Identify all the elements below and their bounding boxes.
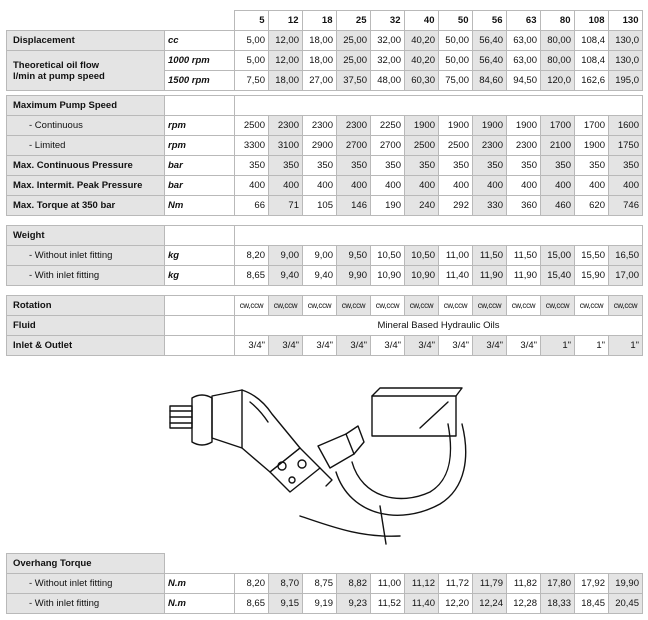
table-cell: cw,ccw	[337, 296, 371, 316]
table-row	[7, 176, 643, 196]
table-cell: 40,20	[405, 31, 439, 51]
table-cell: 3100	[269, 136, 303, 156]
table-cell: 400	[507, 176, 541, 196]
table-cell: 5,00	[235, 51, 269, 71]
table-cell: 3/4"	[439, 336, 473, 356]
table-cell: 746	[609, 196, 643, 216]
table-cell: 8,70	[269, 574, 303, 594]
table-cell: cw,ccw	[371, 296, 405, 316]
table-cell: 292	[439, 196, 473, 216]
table-cell: 400	[371, 176, 405, 196]
table-cell: 2250	[371, 116, 405, 136]
table-cell: 80,00	[541, 31, 575, 51]
elbow-fitting	[318, 434, 354, 468]
table-cell: 130,0	[609, 31, 643, 51]
table-cell: 190	[371, 196, 405, 216]
table-cell: 17,80	[541, 574, 575, 594]
table-cell: 11,00	[439, 246, 473, 266]
table-cell: 2500	[235, 116, 269, 136]
table-cell: 15,50	[575, 246, 609, 266]
table-cell: 2300	[337, 116, 371, 136]
table-cell: 10,90	[405, 266, 439, 286]
table-cell: 80,00	[541, 51, 575, 71]
row-label: Max. Torque at 350 bar	[7, 196, 165, 216]
mounting-flange	[192, 395, 212, 445]
row-label: Fluid	[7, 316, 165, 336]
table-cell: 9,40	[269, 266, 303, 286]
table-row	[7, 31, 643, 51]
table-cell: 3300	[235, 136, 269, 156]
table-cell: 11,40	[439, 266, 473, 286]
weight-table	[6, 225, 643, 286]
table-cell: 8,75	[303, 574, 337, 594]
table-cell: 1900	[473, 116, 507, 136]
row-label-line: Theoretical oil flow	[13, 60, 100, 71]
table-cell: 11,50	[473, 246, 507, 266]
table-cell: 20,45	[609, 594, 643, 614]
row-unit: rpm	[165, 116, 235, 136]
table-row	[7, 96, 643, 116]
table-cell: 1900	[439, 116, 473, 136]
table-cell: 48,00	[371, 71, 405, 91]
row-label: Rotation	[7, 296, 165, 316]
displacement-table	[6, 30, 643, 91]
size-header: 56	[472, 11, 506, 31]
table-cell: cw,ccw	[609, 296, 643, 316]
speed-pressure-table	[6, 95, 643, 216]
size-header: 5	[234, 11, 268, 31]
table-cell: 2700	[371, 136, 405, 156]
table-cell: cw,ccw	[507, 296, 541, 316]
section-heading: Overhang Torque	[7, 554, 165, 574]
table-cell: 3/4"	[303, 336, 337, 356]
size-header: 63	[506, 11, 540, 31]
table-cell: 11,82	[507, 574, 541, 594]
table-cell: 3/4"	[235, 336, 269, 356]
row-unit: N.m	[165, 594, 235, 614]
table-cell: 8,65	[235, 594, 269, 614]
table-cell: 240	[405, 196, 439, 216]
table-cell: 350	[609, 156, 643, 176]
table-cell: 3/4"	[405, 336, 439, 356]
table-cell: cw,ccw	[269, 296, 303, 316]
table-cell: 2300	[269, 116, 303, 136]
size-header: 32	[370, 11, 404, 31]
table-cell: 18,45	[575, 594, 609, 614]
table-cell: 330	[473, 196, 507, 216]
table-cell: 9,50	[337, 246, 371, 266]
table-cell: 56,40	[473, 31, 507, 51]
table-row	[7, 574, 643, 594]
table-cell: 108,4	[575, 31, 609, 51]
table-cell: 162,6	[575, 71, 609, 91]
size-header: 80	[540, 11, 574, 31]
table-cell: 105	[303, 196, 337, 216]
table-cell: cw,ccw	[575, 296, 609, 316]
table-cell: 400	[405, 176, 439, 196]
table-cell: 11,00	[371, 574, 405, 594]
table-cell: 3/4"	[473, 336, 507, 356]
table-row	[7, 136, 643, 156]
table-cell: 50,00	[439, 51, 473, 71]
table-cell: 71	[269, 196, 303, 216]
table-cell: 1900	[575, 136, 609, 156]
table-cell: 1"	[575, 336, 609, 356]
table-cell: 63,00	[507, 31, 541, 51]
table-cell: cw,ccw	[439, 296, 473, 316]
table-cell: cw,ccw	[473, 296, 507, 316]
table-cell: 63,00	[507, 51, 541, 71]
row-label: - Without inlet fitting	[7, 246, 165, 266]
overhang-torque-table	[6, 553, 643, 614]
table-cell: 12,20	[439, 594, 473, 614]
rotation-fluid-ports-table	[6, 295, 643, 356]
table-cell: 25,00	[337, 31, 371, 51]
table-cell: 2500	[439, 136, 473, 156]
row-unit: N.m	[165, 574, 235, 594]
table-cell: cw,ccw	[405, 296, 439, 316]
table-row	[7, 316, 643, 336]
fluid-value: Mineral Based Hydraulic Oils	[235, 316, 643, 336]
row-label-line: l/min at pump speed	[13, 71, 105, 82]
row-unit: kg	[165, 246, 235, 266]
table-cell: 350	[235, 156, 269, 176]
table-cell: 5,00	[235, 31, 269, 51]
row-label: Max. Continuous Pressure	[7, 156, 165, 176]
row-unit: 1500 rpm	[165, 71, 235, 91]
row-unit: Nm	[165, 196, 235, 216]
size-header: 40	[404, 11, 438, 31]
table-cell: 2300	[507, 136, 541, 156]
table-cell: 400	[337, 176, 371, 196]
table-cell: 9,40	[303, 266, 337, 286]
table-row	[7, 156, 643, 176]
table-cell: 400	[575, 176, 609, 196]
valve-head	[270, 448, 320, 492]
table-cell: 350	[507, 156, 541, 176]
table-row	[7, 246, 643, 266]
table-cell: 195,0	[609, 71, 643, 91]
row-unit: cc	[165, 31, 235, 51]
table-row	[7, 226, 643, 246]
table-row	[7, 336, 643, 356]
table-cell: 11,52	[371, 594, 405, 614]
table-cell: 15,40	[541, 266, 575, 286]
table-cell: 120,0	[541, 71, 575, 91]
suction-hose	[336, 424, 466, 515]
table-cell: 11,40	[405, 594, 439, 614]
table-cell: 2100	[541, 136, 575, 156]
table-row	[7, 554, 643, 574]
table-cell: 3/4"	[507, 336, 541, 356]
table-cell: 8,65	[235, 266, 269, 286]
table-cell: 460	[541, 196, 575, 216]
table-cell: 9,90	[337, 266, 371, 286]
table-cell: 84,60	[473, 71, 507, 91]
table-row	[7, 196, 643, 216]
table-cell: 60,30	[405, 71, 439, 91]
table-cell: 75,00	[439, 71, 473, 91]
table-cell: 27,00	[303, 71, 337, 91]
table-cell: 350	[371, 156, 405, 176]
table-cell: 9,15	[269, 594, 303, 614]
row-unit: kg	[165, 266, 235, 286]
table-cell: 7,50	[235, 71, 269, 91]
sizes-header-table	[6, 10, 643, 31]
row-label: - Without inlet fitting	[7, 574, 165, 594]
row-label	[7, 51, 165, 91]
table-cell: 11,90	[473, 266, 507, 286]
table-cell: 1600	[609, 116, 643, 136]
table-cell: 18,00	[269, 71, 303, 91]
table-cell: 9,00	[303, 246, 337, 266]
table-cell: 19,90	[609, 574, 643, 594]
table-cell: 3/4"	[269, 336, 303, 356]
row-unit: 1000 rpm	[165, 51, 235, 71]
table-cell: 400	[473, 176, 507, 196]
table-cell: 8,82	[337, 574, 371, 594]
row-label: - Continuous	[7, 116, 165, 136]
table-cell: 2300	[473, 136, 507, 156]
table-cell: 12,28	[507, 594, 541, 614]
row-unit: rpm	[165, 136, 235, 156]
table-row	[7, 266, 643, 286]
table-cell: 620	[575, 196, 609, 216]
table-cell: 9,00	[269, 246, 303, 266]
table-cell: 2300	[303, 116, 337, 136]
table-cell: 2500	[405, 136, 439, 156]
table-cell: 350	[303, 156, 337, 176]
table-cell: 9,23	[337, 594, 371, 614]
table-cell: 350	[337, 156, 371, 176]
table-cell: 360	[507, 196, 541, 216]
table-cell: 16,50	[609, 246, 643, 266]
table-cell: 3/4"	[371, 336, 405, 356]
size-header: 25	[336, 11, 370, 31]
table-cell: 12,00	[269, 51, 303, 71]
row-label: Displacement	[7, 31, 165, 51]
table-cell: 50,00	[439, 31, 473, 51]
table-cell: 350	[575, 156, 609, 176]
table-cell: 400	[269, 176, 303, 196]
table-cell: 17,00	[609, 266, 643, 286]
table-row	[7, 594, 643, 614]
row-unit: bar	[165, 156, 235, 176]
row-label: Max. Intermit. Peak Pressure	[7, 176, 165, 196]
pump-illustration	[150, 376, 490, 548]
sizes-header-row	[6, 11, 642, 31]
table-cell: 350	[473, 156, 507, 176]
table-cell: 37,50	[337, 71, 371, 91]
table-cell: 108,4	[575, 51, 609, 71]
table-cell: 400	[439, 176, 473, 196]
table-cell: 10,50	[371, 246, 405, 266]
table-cell: 25,00	[337, 51, 371, 71]
table-cell: 8,20	[235, 246, 269, 266]
table-cell: 1900	[507, 116, 541, 136]
section-heading: Weight	[7, 226, 165, 246]
table-cell: 12,24	[473, 594, 507, 614]
section-heading: Maximum Pump Speed	[7, 96, 165, 116]
table-cell: 350	[269, 156, 303, 176]
size-header: 18	[302, 11, 336, 31]
table-cell: 2700	[337, 136, 371, 156]
table-cell: 1"	[609, 336, 643, 356]
table-cell: 400	[303, 176, 337, 196]
table-cell: 400	[609, 176, 643, 196]
table-cell: 146	[337, 196, 371, 216]
size-header: 12	[268, 11, 302, 31]
oil-tank	[372, 396, 456, 436]
table-cell: 350	[541, 156, 575, 176]
table-cell: 10,90	[371, 266, 405, 286]
table-cell: 18,00	[303, 31, 337, 51]
table-cell: 11,50	[507, 246, 541, 266]
table-cell: 8,20	[235, 574, 269, 594]
table-row	[7, 116, 643, 136]
table-cell: 400	[235, 176, 269, 196]
table-cell: 56,40	[473, 51, 507, 71]
table-cell: 2900	[303, 136, 337, 156]
table-cell: cw,ccw	[541, 296, 575, 316]
table-cell: 3/4"	[337, 336, 371, 356]
table-cell: 11,79	[473, 574, 507, 594]
table-cell: 15,90	[575, 266, 609, 286]
table-cell: 11,12	[405, 574, 439, 594]
row-label: - With inlet fitting	[7, 266, 165, 286]
table-cell: 350	[439, 156, 473, 176]
table-cell: 1750	[609, 136, 643, 156]
table-cell: 15,00	[541, 246, 575, 266]
table-cell: 12,00	[269, 31, 303, 51]
table-cell: 40,20	[405, 51, 439, 71]
table-cell: 32,00	[371, 51, 405, 71]
pump-body	[212, 390, 300, 472]
table-cell: 1700	[575, 116, 609, 136]
table-cell: 9,19	[303, 594, 337, 614]
table-cell: 1"	[541, 336, 575, 356]
table-cell: 1900	[405, 116, 439, 136]
size-header: 108	[574, 11, 608, 31]
size-header: 130	[608, 11, 642, 31]
row-label: - Limited	[7, 136, 165, 156]
table-cell: 130,0	[609, 51, 643, 71]
table-row	[7, 51, 643, 71]
row-label: - With inlet fitting	[7, 594, 165, 614]
table-cell: 11,90	[507, 266, 541, 286]
table-cell: 350	[405, 156, 439, 176]
table-cell: cw,ccw	[303, 296, 337, 316]
table-cell: 18,00	[303, 51, 337, 71]
table-cell: 11,72	[439, 574, 473, 594]
row-label: Inlet & Outlet	[7, 336, 165, 356]
table-cell: 66	[235, 196, 269, 216]
table-cell: 32,00	[371, 31, 405, 51]
row-unit: bar	[165, 176, 235, 196]
size-header: 50	[438, 11, 472, 31]
table-cell: 94,50	[507, 71, 541, 91]
table-cell: 18,33	[541, 594, 575, 614]
table-cell: 1700	[541, 116, 575, 136]
table-cell: cw,ccw	[235, 296, 269, 316]
table-cell: 400	[541, 176, 575, 196]
table-cell: 17,92	[575, 574, 609, 594]
table-cell: 10,50	[405, 246, 439, 266]
table-row	[7, 296, 643, 316]
